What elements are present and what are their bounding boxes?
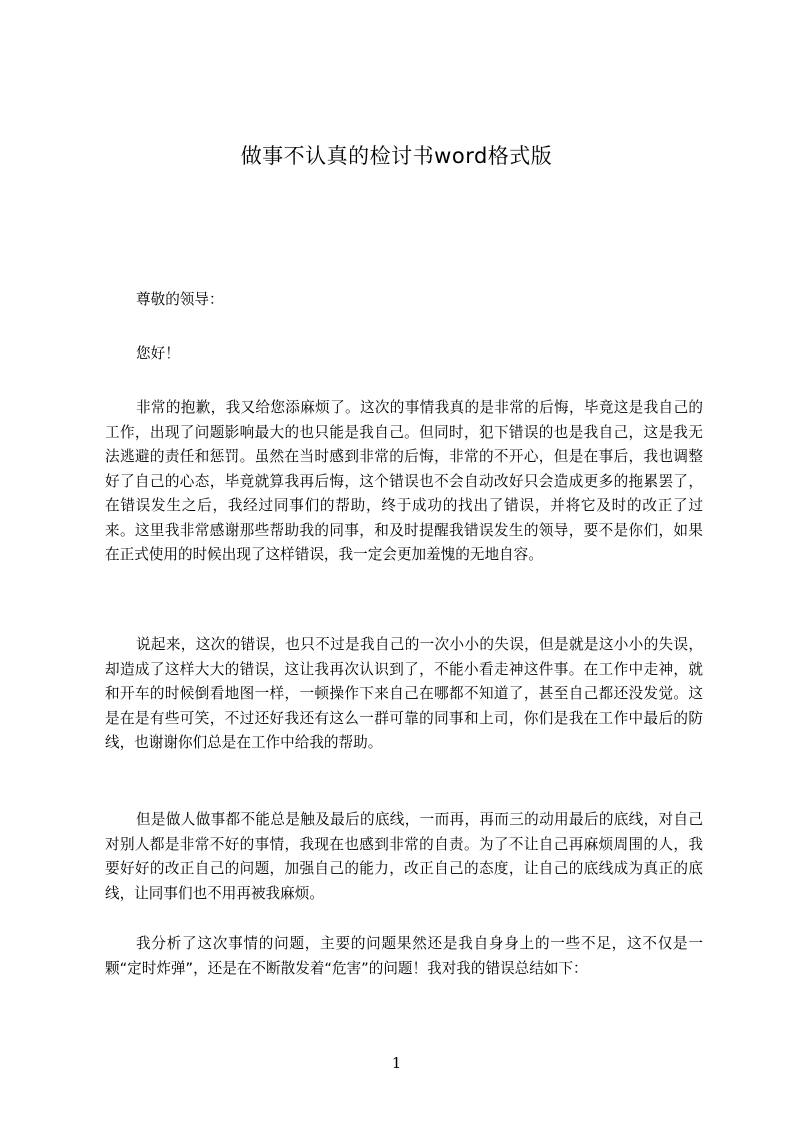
paragraph-3: 但是做人做事都不能总是触及最后的底线，一而再，再而三的动用最后的底线，对自己对别人都是非常不好的事情，我现在也感到非常的自责。为了不让自己再麻烦周围的人，我要好好的改正自己的问题，加强自己的能力，改正自己的态度，让自己的底线成为真正的底线，让同事们也不用再被我麻烦。 bbox=[105, 811, 703, 902]
paragraph-1: 非常的抱歉，我又给您添麻烦了。这次的事情我真的是非常的后悔，毕竟这是我自己的工作，出现了问题影响最大的也只能是我自己。但同时，犯下错误的也是我自己，这是我无法逃避的责任和惩罚。虽然在当时感到非常的后悔，非常的不开心，但是在事后，我也调整好了自己的心态，毕竟就算我再后悔，这个错误也不会自动改好只会造成更多的拖累罢了，在错误发生之后，我经过同事们的帮助，终于成功的找出了错误，并将它及时的改正了过来。这里我非常感谢那些帮助我的同事，和及时提醒我错误发生的领导，要不是你们，如果在正式使用的时候出现了这样错误，我一定会更加羞愧的无地自容。 bbox=[105, 399, 703, 563]
document-title: 做事不认真的检讨书word格式版 bbox=[240, 144, 553, 168]
greeting: 您好！ bbox=[136, 345, 180, 362]
page-number: 1 bbox=[391, 1054, 402, 1072]
salutation: 尊敬的领导： bbox=[136, 291, 224, 308]
paragraph-4: 我分析了这次事情的问题，主要的问题果然还是我自身身上的一些不足，这不仅是一颗“定时炸弹”，还是在不断散发着“危害”的问题！我对我的错误总结如下： bbox=[105, 935, 703, 977]
paragraph-2: 说起来，这次的错误，也只不过是我自己的一次小小的失误，但是就是这小小的失误，却造成了这样大大的错误，这让我再次认识到了，不能小看走神这件事。在工作中走神，就和开车的时候倒看地图一样，一顿操作下来自己在哪都不知道了，甚至自己都还没发觉。这是在是有些可笑，不过还好我还有这么一群可靠的同事和上司，你们是我在工作中最后的防线，也谢谢你们总是在工作中给我的帮助。 bbox=[105, 636, 703, 751]
